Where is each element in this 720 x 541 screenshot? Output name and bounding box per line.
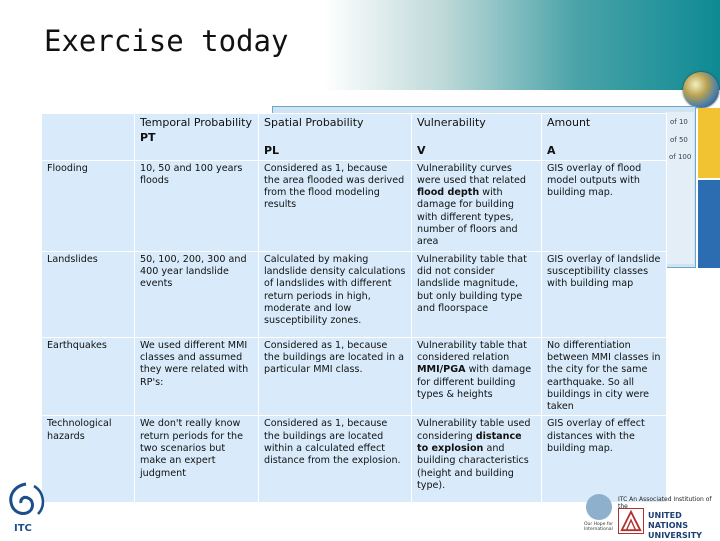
un-emblem-icon [586,494,612,520]
background-table-fragment: of 100 [669,153,692,161]
vulnerability-key-term: distance to explosion [417,430,522,455]
spatial-cell: Considered as 1, because the buildings are located within a calculated effect distance from the explosion. [259,416,412,503]
header-variable: PT [140,131,156,145]
vulnerability-cell [412,416,542,503]
hazard-cell: Flooding [42,160,135,251]
itc-institute-text: ITC An Associated Institution of the [618,496,712,510]
vulnerability-key-term: MMI/PGA [417,364,466,376]
header-label: Amount [547,116,591,129]
header-cell-amount [542,114,667,161]
globe-icon [683,72,719,108]
background-table-fragment: of 10 [670,118,688,126]
slide-title: Exercise today [44,24,289,58]
header-label: Spatial Probability [264,116,364,129]
amount-cell: GIS overlay of effect distances with the building map. [542,416,667,503]
background-table-strip [666,112,694,264]
header-cell-hazard [42,114,135,161]
itc-logo-text: ITC [14,523,32,534]
vulnerability-text: Vulnerability table used considering [417,418,531,442]
sidebar-accent-blue [698,180,720,268]
table-row [42,416,667,503]
hazard-cell: Technological hazards [42,416,135,503]
table-row [42,251,667,337]
header-variable: PL [264,144,280,158]
vulnerability-text: Vulnerability curves were used that related [417,162,527,186]
header-cell-vulnerability [412,114,542,161]
vulnerability-text: with damage for different building types & heights [417,364,532,400]
table-row [42,160,667,251]
unu-logo-icon [618,508,644,534]
unu-name-line1: UNITED NATIONS [648,511,688,530]
hazard-cell: Landslides [42,251,135,337]
header-label: Temporal Probability [140,116,253,129]
spatial-cell: Considered as 1, because the area flooded was derived from the flood modeling results [259,160,412,251]
vulnerability-key-term: flood depth [417,187,480,199]
amount-cell: GIS overlay of landslide susceptibility classes with building map [542,251,667,337]
un-caption: Our Hope for International [584,522,614,532]
vulnerability-text: Vulnerability table that considered relation [417,339,527,363]
unu-name [648,511,720,541]
vulnerability-text: with damage for building with different types, number of floors and area [417,187,518,248]
amount-cell: No differentiation between MMI classes in the city for the same earthquake. So all buildings in city were taken [542,337,667,416]
temporal-cell: 10, 50 and 100 years floods [135,160,259,251]
header-variable: V [417,144,426,158]
header-label: Vulnerability [417,116,486,129]
header-cell-temporal [135,114,259,161]
hazard-cell: Earthquakes [42,337,135,416]
temporal-cell: We used different MMI classes and assumed they were related with RP's: [135,337,259,416]
spatial-cell: Considered as 1, because the buildings are located in a particular MMI class. [259,337,412,416]
sidebar-accent-yellow [698,108,720,178]
header-cell-spatial [259,114,412,161]
vulnerability-cell [412,337,542,416]
vulnerability-cell [412,160,542,251]
header-variable: A [547,144,556,158]
temporal-cell: 50, 100, 200, 300 and 400 year landslide events [135,251,259,337]
spatial-cell: Calculated by making landslide density calculations of landslides with different return periods in high, moderate and low susceptibility zones. [259,251,412,337]
table-header-row [42,114,667,161]
table-row [42,337,667,416]
amount-cell: GIS overlay of flood model outputs with building map. [542,160,667,251]
temporal-cell: We don't really know return periods for the two scenarios but make an expert judgment [135,416,259,503]
unu-name-line2: UNIVERSITY [648,531,702,540]
background-table-fragment: of 50 [670,136,688,144]
vulnerability-cell: Vulnerability table that did not consider landslide magnitude, but only building type and floorspace [412,251,542,337]
vulnerability-text: and building characteristics (height and building type). [417,443,529,491]
risk-exercise-table [41,113,667,503]
